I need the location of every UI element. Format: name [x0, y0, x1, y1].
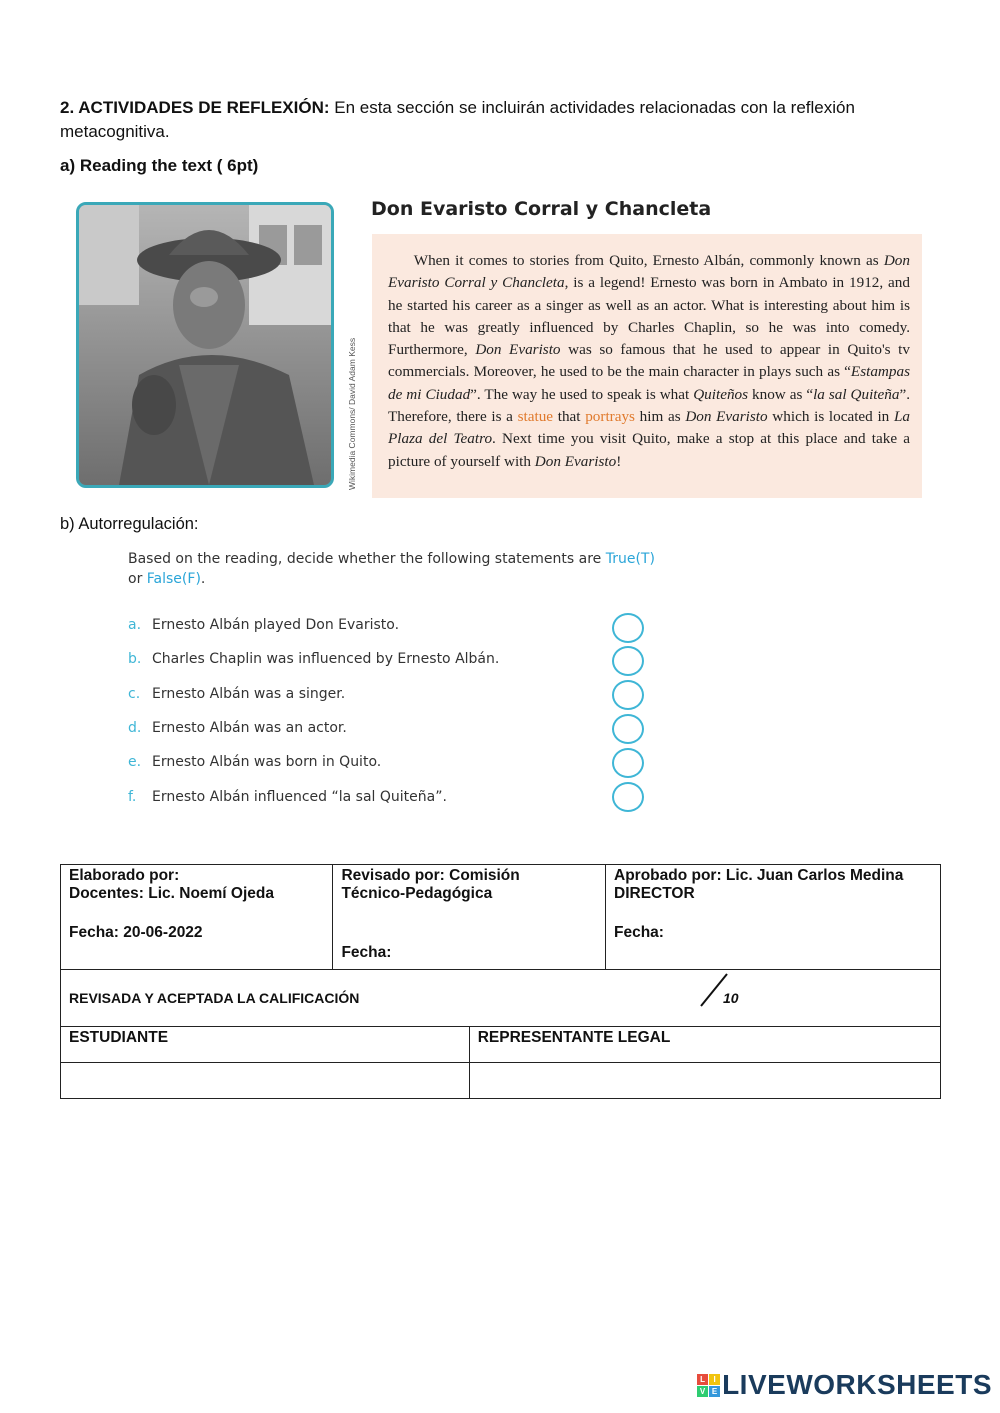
calificacion-row [61, 970, 941, 1027]
logo-letter: E [709, 1386, 720, 1397]
statue-photo-image [79, 205, 331, 485]
vocab-word-portrays: portrays [585, 408, 635, 426]
aprobado-label: Aprobado por: Lic. Juan Carlos Medina [614, 867, 904, 884]
story-part: ”. The way he used to speak is what [470, 385, 694, 403]
photo-credit [333, 300, 357, 490]
story-part: him as [634, 408, 686, 426]
statement-text: Charles Chaplin was influenced by Ernesto Albán. [152, 651, 500, 667]
story-title: Don Evaristo Corral y Chancleta [371, 198, 712, 220]
answer-circle-d[interactable] [612, 714, 644, 744]
statement-e [128, 754, 381, 770]
story-part: that [553, 408, 586, 426]
photo-credit-text: Wikimedia Commons/ David Adam Kess [347, 337, 357, 490]
statement-text: Ernesto Albán was an actor. [152, 720, 347, 736]
statement-text: Ernesto Albán was a singer. [152, 686, 346, 702]
statement-letter: f. [128, 789, 137, 805]
statement-text: Ernesto Albán played Don Evaristo. [152, 617, 400, 633]
calificacion-label: REVISADA Y ACEPTADA LA CALIFICACIÓN [69, 990, 360, 1006]
statement-letter: d. [128, 720, 142, 736]
section-heading-bold: 2. ACTIVIDADES DE REFLEXIÓN: [60, 98, 330, 117]
answer-circle-c[interactable] [612, 680, 644, 710]
story-part: which is located in [767, 408, 894, 426]
story-part: La Plaza del Teatro [388, 408, 910, 448]
story-part: Don Evaristo Corral y Chancleta [388, 252, 910, 292]
part-b-label: b) Autorregulación: [60, 515, 199, 533]
true-label: True(T) [605, 551, 655, 567]
section-heading-text: En esta sección se incluirán actividades relacionadas con la reflexión metacognitiva. [60, 98, 855, 141]
aprobado-title: DIRECTOR [614, 885, 695, 902]
statement-d [128, 720, 347, 736]
revisado-date: Fecha: [341, 944, 392, 961]
calificacion-cell [61, 970, 941, 1027]
story-part: , is a legend! Ernesto was born in Ambato in 1912, and he started his career as a singer as well as an actor. What is interesting about him is that he was greatly influenced by Charles Chaplin, so he was into comedy. Furthermore, [388, 274, 910, 359]
signer-header-row [61, 1027, 941, 1063]
statement-letter: a. [128, 617, 142, 633]
statement-text: Ernesto Albán was born in Quito. [152, 754, 382, 770]
signer-blank-row [61, 1063, 941, 1099]
signature-table [60, 864, 941, 1099]
statement-letter: c. [128, 686, 141, 702]
story-part: Estampas de mi Ciudad [388, 363, 910, 403]
signature-row-authors [61, 865, 941, 970]
tf-instruction [128, 549, 668, 589]
revisado-name: Técnico-Pedagógica [341, 885, 493, 902]
story-part: know as “ [748, 385, 814, 403]
statement-a [128, 617, 399, 633]
score-denominator: 10 [723, 990, 739, 1006]
section-heading [60, 96, 940, 144]
brand-name: LIVEWORKSHEETS [722, 1369, 992, 1400]
statue-photo [76, 202, 334, 488]
story-part: When it comes to stories from Quito, Ernesto Albán, commonly known as [413, 252, 884, 269]
part-a-label: a) Reading the text ( 6pt) [60, 156, 259, 175]
vocab-word-statue: statue [517, 408, 554, 426]
statement-c [128, 686, 345, 702]
story-part: was so famous that he used to appear in Quito's tv commercials. Moreover, he used to be the main character in plays such as “ [388, 341, 910, 381]
liveworksheets-brand [697, 1369, 992, 1401]
revisado-cell [333, 865, 606, 970]
logo-letter: I [709, 1374, 720, 1385]
answer-circle-e[interactable] [612, 748, 644, 778]
revisado-label: Revisado por: Comisión [341, 867, 520, 884]
elaborado-name: Docentes: Lic. Noemí Ojeda [69, 885, 274, 902]
false-label: False(F) [146, 571, 201, 587]
answer-circle-b[interactable] [612, 646, 644, 676]
story-part: . Next time you visit Quito, make a stop at this place and take a picture of yourself with [388, 430, 910, 470]
story-part: la sal Quiteña [813, 385, 900, 403]
story-part: Quiteños [693, 385, 749, 403]
story-part: Don Evaristo [475, 341, 561, 359]
instruction-text: . [200, 571, 206, 587]
elaborado-cell [61, 865, 333, 970]
logo-letter: V [697, 1386, 708, 1397]
aprobado-date: Fecha: [614, 924, 664, 941]
story-part: Don Evaristo [685, 408, 768, 426]
story-part: ! [616, 452, 622, 470]
story-part: ”. Therefore, there is a [388, 385, 910, 426]
logo-letter: L [697, 1374, 708, 1385]
aprobado-cell [606, 865, 941, 970]
instruction-text: Based on the reading, decide whether the following statements are [128, 551, 606, 567]
statement-letter: e. [128, 754, 142, 770]
estudiante-signature-field[interactable] [61, 1063, 470, 1099]
estudiante-label: ESTUDIANTE [61, 1027, 470, 1063]
story-part: Don Evaristo [534, 452, 617, 470]
statement-letter: b. [128, 651, 142, 667]
representante-label: REPRESENTANTE LEGAL [469, 1027, 940, 1063]
answer-circle-f[interactable] [612, 782, 644, 812]
instruction-text: or [128, 571, 147, 587]
elaborado-date: Fecha: 20-06-2022 [69, 924, 203, 941]
statement-b [128, 651, 499, 667]
elaborado-label: Elaborado por: [69, 867, 180, 884]
answer-circle-a[interactable] [612, 613, 644, 643]
story-text [372, 234, 922, 498]
liveworksheets-logo-icon [697, 1374, 720, 1397]
statement-text: Ernesto Albán influenced “la sal Quiteña”. [152, 789, 447, 805]
representante-signature-field[interactable] [469, 1063, 940, 1099]
statement-f [128, 789, 447, 805]
